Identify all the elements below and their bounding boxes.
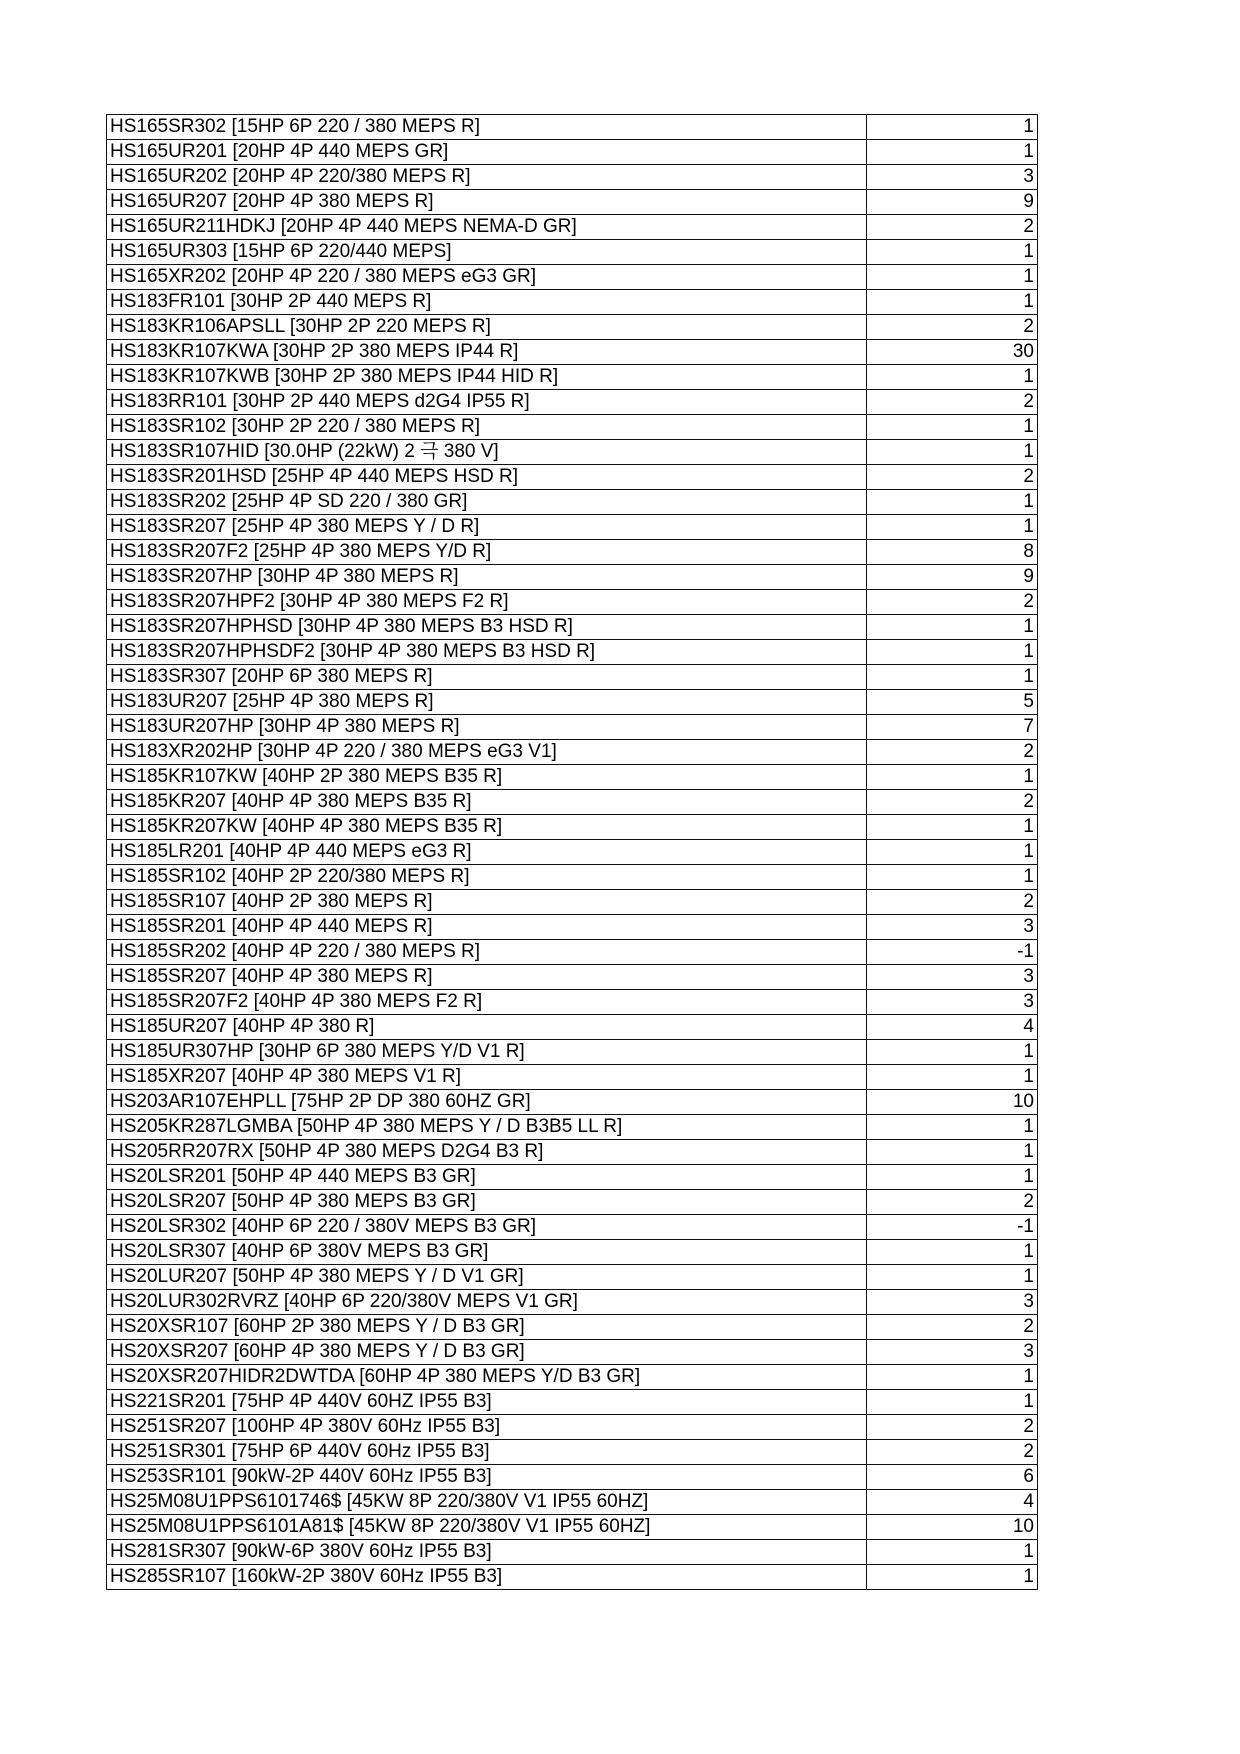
table-row [107,1515,1038,1540]
item-description-cell: HS25M08U1PPS6101746$ [45KW 8P 220/380V V1 IP55 60HZ] [107,1490,867,1515]
table-row [107,1340,1038,1365]
item-description-cell: HS183SR207F2 [25HP 4P 380 MEPS Y/D R] [107,540,867,565]
table-row [107,1465,1038,1490]
item-description-cell: HS183FR101 [30HP 2P 440 MEPS R] [107,290,867,315]
inventory-table-body [107,115,1038,1590]
quantity-cell: 1 [867,1165,1038,1190]
table-row [107,940,1038,965]
quantity-cell: 10 [867,1515,1038,1540]
quantity-cell: 1 [867,490,1038,515]
quantity-cell: 1 [867,365,1038,390]
item-description-cell: HS165UR207 [20HP 4P 380 MEPS R] [107,190,867,215]
table-row [107,740,1038,765]
quantity-cell: 1 [867,815,1038,840]
item-description-cell: HS165UR202 [20HP 4P 220/380 MEPS R] [107,165,867,190]
table-row [107,315,1038,340]
quantity-cell: 2 [867,390,1038,415]
item-description-cell: HS165UR211HDKJ [20HP 4P 440 MEPS NEMA-D GR] [107,215,867,240]
table-row [107,515,1038,540]
table-row [107,165,1038,190]
item-description-cell: HS183SR207HPHSDF2 [30HP 4P 380 MEPS B3 HSD R] [107,640,867,665]
quantity-cell: 6 [867,1465,1038,1490]
table-row [107,1015,1038,1040]
table-row [107,1440,1038,1465]
item-description-cell: HS185SR201 [40HP 4P 440 MEPS R] [107,915,867,940]
quantity-cell: 4 [867,1015,1038,1040]
item-description-cell: HS185UR307HP [30HP 6P 380 MEPS Y/D V1 R] [107,1040,867,1065]
item-description-cell: HS165XR202 [20HP 4P 220 / 380 MEPS eG3 GR] [107,265,867,290]
quantity-cell: 3 [867,1290,1038,1315]
item-description-cell: HS165SR302 [15HP 6P 220 / 380 MEPS R] [107,115,867,140]
quantity-cell: 2 [867,790,1038,815]
item-description-cell: HS205RR207RX [50HP 4P 380 MEPS D2G4 B3 R] [107,1140,867,1165]
quantity-cell: 2 [867,1440,1038,1465]
quantity-cell: 2 [867,1190,1038,1215]
quantity-cell: 3 [867,1340,1038,1365]
table-row [107,1265,1038,1290]
table-row [107,440,1038,465]
item-description-cell: HS185SR107 [40HP 2P 380 MEPS R] [107,890,867,915]
table-row [107,1040,1038,1065]
item-description-cell: HS20XSR207 [60HP 4P 380 MEPS Y / D B3 GR] [107,1340,867,1365]
table-row [107,590,1038,615]
quantity-cell: 7 [867,715,1038,740]
item-description-cell: HS183UR207HP [30HP 4P 380 MEPS R] [107,715,867,740]
item-description-cell: HS183KR106APSLL [30HP 2P 220 MEPS R] [107,315,867,340]
quantity-cell: 1 [867,115,1038,140]
table-row [107,1390,1038,1415]
item-description-cell: HS185LR201 [40HP 4P 440 MEPS eG3 R] [107,840,867,865]
table-row [107,990,1038,1015]
table-row [107,915,1038,940]
item-description-cell: HS165UR303 [15HP 6P 220/440 MEPS] [107,240,867,265]
table-row [107,565,1038,590]
item-description-cell: HS20LUR207 [50HP 4P 380 MEPS Y / D V1 GR] [107,1265,867,1290]
quantity-cell: 1 [867,865,1038,890]
table-row [107,365,1038,390]
table-row [107,1415,1038,1440]
item-description-cell: HS185XR207 [40HP 4P 380 MEPS V1 R] [107,1065,867,1090]
item-description-cell: HS251SR207 [100HP 4P 380V 60Hz IP55 B3] [107,1415,867,1440]
quantity-cell: -1 [867,1215,1038,1240]
table-row [107,865,1038,890]
quantity-cell: 8 [867,540,1038,565]
table-row [107,1115,1038,1140]
quantity-cell: 1 [867,240,1038,265]
table-row [107,640,1038,665]
item-description-cell: HS183SR207HP [30HP 4P 380 MEPS R] [107,565,867,590]
item-description-cell: HS185KR207KW [40HP 4P 380 MEPS B35 R] [107,815,867,840]
quantity-cell: 1 [867,1065,1038,1090]
item-description-cell: HS20LSR307 [40HP 6P 380V MEPS B3 GR] [107,1240,867,1265]
table-row [107,1540,1038,1565]
quantity-cell: 2 [867,315,1038,340]
item-description-cell: HS20LSR302 [40HP 6P 220 / 380V MEPS B3 GR] [107,1215,867,1240]
item-description-cell: HS183SR207 [25HP 4P 380 MEPS Y / D R] [107,515,867,540]
quantity-cell: 1 [867,440,1038,465]
item-description-cell: HS183SR207HPF2 [30HP 4P 380 MEPS F2 R] [107,590,867,615]
quantity-cell: 5 [867,690,1038,715]
quantity-cell: 1 [867,290,1038,315]
table-row [107,1490,1038,1515]
table-row [107,1565,1038,1590]
table-row [107,1240,1038,1265]
quantity-cell: 2 [867,890,1038,915]
table-row [107,840,1038,865]
table-row [107,1065,1038,1090]
quantity-cell: 3 [867,990,1038,1015]
item-description-cell: HS185KR207 [40HP 4P 380 MEPS B35 R] [107,790,867,815]
item-description-cell: HS205KR287LGMBA [50HP 4P 380 MEPS Y / D B3B5 LL R] [107,1115,867,1140]
item-description-cell: HS20XSR107 [60HP 2P 380 MEPS Y / D B3 GR] [107,1315,867,1340]
table-row [107,140,1038,165]
table-row [107,715,1038,740]
item-description-cell: HS185SR202 [40HP 4P 220 / 380 MEPS R] [107,940,867,965]
quantity-cell: 3 [867,965,1038,990]
table-row [107,1315,1038,1340]
table-row [107,1365,1038,1390]
item-description-cell: HS183SR102 [30HP 2P 220 / 380 MEPS R] [107,415,867,440]
table-row [107,1215,1038,1240]
table-row [107,1290,1038,1315]
quantity-cell: 10 [867,1090,1038,1115]
item-description-cell: HS185SR102 [40HP 2P 220/380 MEPS R] [107,865,867,890]
table-row [107,115,1038,140]
item-description-cell: HS183SR207HPHSD [30HP 4P 380 MEPS B3 HSD R] [107,615,867,640]
item-description-cell: HS183SR202 [25HP 4P SD 220 / 380 GR] [107,490,867,515]
table-row [107,465,1038,490]
quantity-cell: 30 [867,340,1038,365]
item-description-cell: HS183SR307 [20HP 6P 380 MEPS R] [107,665,867,690]
quantity-cell: 1 [867,1140,1038,1165]
quantity-cell: 3 [867,165,1038,190]
table-row [107,815,1038,840]
item-description-cell: HS183KR107KWA [30HP 2P 380 MEPS IP44 R] [107,340,867,365]
table-row [107,1190,1038,1215]
table-row [107,790,1038,815]
quantity-cell: 2 [867,465,1038,490]
quantity-cell: 1 [867,415,1038,440]
quantity-cell: 1 [867,1365,1038,1390]
table-row [107,1090,1038,1115]
item-description-cell: HS25M08U1PPS6101A81$ [45KW 8P 220/380V V1 IP55 60HZ] [107,1515,867,1540]
quantity-cell: 9 [867,565,1038,590]
table-row [107,690,1038,715]
quantity-cell: 1 [867,1040,1038,1065]
item-description-cell: HS185SR207 [40HP 4P 380 MEPS R] [107,965,867,990]
table-row [107,890,1038,915]
item-description-cell: HS20LSR207 [50HP 4P 380 MEPS B3 GR] [107,1190,867,1215]
quantity-cell: 1 [867,1540,1038,1565]
quantity-cell: 2 [867,740,1038,765]
quantity-cell: 1 [867,615,1038,640]
quantity-cell: 2 [867,1415,1038,1440]
quantity-cell: -1 [867,940,1038,965]
quantity-cell: 2 [867,1315,1038,1340]
item-description-cell: HS281SR307 [90kW-6P 380V 60Hz IP55 B3] [107,1540,867,1565]
item-description-cell: HS285SR107 [160kW-2P 380V 60Hz IP55 B3] [107,1565,867,1590]
item-description-cell: HS185KR107KW [40HP 2P 380 MEPS B35 R] [107,765,867,790]
table-row [107,1165,1038,1190]
item-description-cell: HS20LSR201 [50HP 4P 440 MEPS B3 GR] [107,1165,867,1190]
quantity-cell: 1 [867,140,1038,165]
table-row [107,1140,1038,1165]
item-description-cell: HS183KR107KWB [30HP 2P 380 MEPS IP44 HID R] [107,365,867,390]
item-description-cell: HS183SR107HID [30.0HP (22kW) 2 극 380 V] [107,440,867,465]
quantity-cell: 1 [867,1565,1038,1590]
item-description-cell: HS20XSR207HIDR2DWTDA [60HP 4P 380 MEPS Y/D B3 GR] [107,1365,867,1390]
quantity-cell: 2 [867,215,1038,240]
item-description-cell: HS185UR207 [40HP 4P 380 R] [107,1015,867,1040]
table-row [107,265,1038,290]
table-row [107,215,1038,240]
table-row [107,290,1038,315]
quantity-cell: 1 [867,640,1038,665]
item-description-cell: HS185SR207F2 [40HP 4P 380 MEPS F2 R] [107,990,867,1015]
quantity-cell: 1 [867,1115,1038,1140]
quantity-cell: 1 [867,515,1038,540]
quantity-cell: 1 [867,840,1038,865]
quantity-cell: 3 [867,915,1038,940]
item-description-cell: HS203AR107EHPLL [75HP 2P DP 380 60HZ GR] [107,1090,867,1115]
item-description-cell: HS183UR207 [25HP 4P 380 MEPS R] [107,690,867,715]
quantity-cell: 4 [867,1490,1038,1515]
table-row [107,965,1038,990]
quantity-cell: 9 [867,190,1038,215]
table-row [107,765,1038,790]
table-row [107,390,1038,415]
table-row [107,340,1038,365]
table-row [107,240,1038,265]
item-description-cell: HS183SR201HSD [25HP 4P 440 MEPS HSD R] [107,465,867,490]
item-description-cell: HS20LUR302RVRZ [40HP 6P 220/380V MEPS V1 GR] [107,1290,867,1315]
table-row [107,190,1038,215]
quantity-cell: 1 [867,665,1038,690]
table-row [107,615,1038,640]
item-description-cell: HS253SR101 [90kW-2P 440V 60Hz IP55 B3] [107,1465,867,1490]
item-description-cell: HS165UR201 [20HP 4P 440 MEPS GR] [107,140,867,165]
quantity-cell: 2 [867,590,1038,615]
quantity-cell: 1 [867,1240,1038,1265]
item-description-cell: HS183RR101 [30HP 2P 440 MEPS d2G4 IP55 R] [107,390,867,415]
item-description-cell: HS251SR301 [75HP 6P 440V 60Hz IP55 B3] [107,1440,867,1465]
table-row [107,415,1038,440]
inventory-table [106,114,1038,1590]
table-row [107,490,1038,515]
item-description-cell: HS183XR202HP [30HP 4P 220 / 380 MEPS eG3 V1] [107,740,867,765]
table-row [107,540,1038,565]
table-row [107,665,1038,690]
item-description-cell: HS221SR201 [75HP 4P 440V 60HZ IP55 B3] [107,1390,867,1415]
quantity-cell: 1 [867,1390,1038,1415]
quantity-cell: 1 [867,765,1038,790]
quantity-cell: 1 [867,265,1038,290]
quantity-cell: 1 [867,1265,1038,1290]
